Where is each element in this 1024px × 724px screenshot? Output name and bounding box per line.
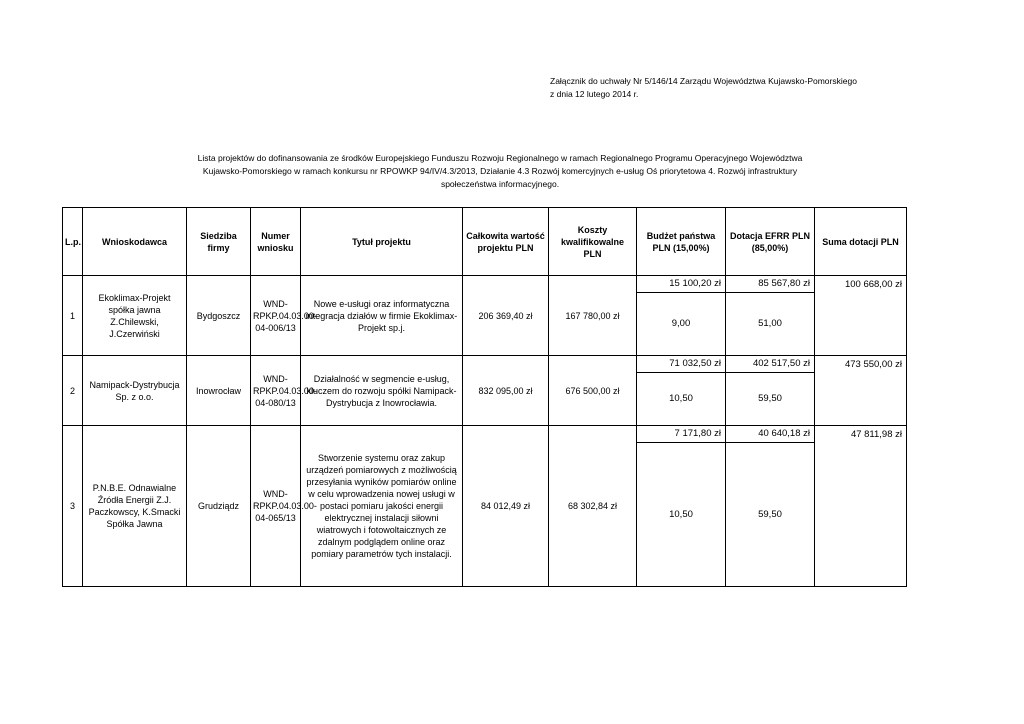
annex-note [550,75,857,101]
intro-line3: społeczeństwa informacyjnego. [440,179,560,189]
intro-line2: Kujawsko-Pomorskiego w ramach konkursu nr RPOWKP 94/IV/4.3/2013, Działanie 4.3 Rozwój komercyjnych e-usług Oś priorytetowa 4. Rozwój infrastruktury [202,166,798,176]
header-total: Całkowita wartość projektu PLN [463,208,549,276]
cell-seat: Inowrocław [187,356,251,426]
cell-efrr-pct: 59,50 [726,373,815,426]
cell-seat: Grudziądz [187,426,251,587]
header-number: Numer wniosku [251,208,301,276]
table-row [63,356,907,373]
cell-budget-amount: 71 032,50 zł [637,356,726,373]
cell-seat: Bydgoszcz [187,276,251,356]
header-sum: Suma dotacji PLN [815,208,907,276]
cell-applicant: P.N.B.E. Odnawialne Źródła Energii Z.J. Paczkowscy, K.Smacki Spółka Jawna [83,426,187,587]
cell-sum: 47 811,98 zł [815,426,907,587]
cell-title: Działalność w segmencie e-usług, kluczem do rozwoju spółki Namipack-Dystrybucja z Inowrocławia. [301,356,463,426]
projects-table [62,207,907,587]
header-seat: Siedziba firmy [187,208,251,276]
header-applicant: Wnioskodawca [83,208,187,276]
document-intro [190,152,810,191]
header-budget: Budżet państwa PLN (15,00%) [637,208,726,276]
intro-line1: Lista projektów do dofinansowania ze środków Europejskiego Funduszu Rozwoju Regionalnego w ramach Regionalnego Programu Operacyjnego Województwa [197,153,803,163]
cell-lp: 2 [63,356,83,426]
cell-total: 832 095,00 zł [463,356,549,426]
cell-lp: 3 [63,426,83,587]
header-lp: L.p. [63,208,83,276]
cell-eligible: 68 302,84 zł [549,426,637,587]
cell-applicant: Ekoklimax-Projekt spółka jawna Z.Chilewski, J.Czerwiński [83,276,187,356]
cell-applicant: Namipack-Dystrybucja Sp. z o.o. [83,356,187,426]
cell-total: 84 012,49 zł [463,426,549,587]
table-row [63,276,907,293]
cell-eligible: 676 500,00 zł [549,356,637,426]
cell-number: WND-RPKP.04.03.00-04-080/13 [251,356,301,426]
cell-number: WND-RPKP.04.03.00-04-065/13 [251,426,301,587]
header-eligible: Koszty kwalifikowalne PLN [549,208,637,276]
cell-budget-pct: 10,50 [637,443,726,587]
cell-sum: 473 550,00 zł [815,356,907,426]
cell-efrr-amount: 40 640,18 zł [726,426,815,443]
header-efrr: Dotacja EFRR PLN (85,00%) [726,208,815,276]
cell-sum: 100 668,00 zł [815,276,907,356]
cell-efrr-amount: 402 517,50 zł [726,356,815,373]
cell-number: WND-RPKP.04.03.00-04-006/13 [251,276,301,356]
table-header-row [63,208,907,276]
cell-budget-amount: 15 100,20 zł [637,276,726,293]
cell-budget-pct: 9,00 [637,293,726,356]
cell-budget-pct: 10,50 [637,373,726,426]
cell-eligible: 167 780,00 zł [549,276,637,356]
cell-efrr-amount: 85 567,80 zł [726,276,815,293]
annex-note-line1: Załącznik do uchwały Nr 5/146/14 Zarządu Województwa Kujawsko-Pomorskiego [550,76,857,86]
cell-total: 206 369,40 zł [463,276,549,356]
cell-title: Stworzenie systemu oraz zakup urządzeń pomiarowych z możliwością przesyłania wyników pomiarów online w celu wprowadzenia nowej usługi w postaci pomiaru jakości energii elektrycznej instalacji siłowni wiatrowych i fotowoltaicznych ze zdalnym podglądem online oraz pomiary parametrów tych instalacji. [301,426,463,587]
cell-lp: 1 [63,276,83,356]
header-title: Tytuł projektu [301,208,463,276]
cell-title: Nowe e-usługi oraz informatyczna integracja działów w firmie Ekoklimax-Projekt sp.j. [301,276,463,356]
cell-budget-amount: 7 171,80 zł [637,426,726,443]
annex-note-line2: z dnia 12 lutego 2014 r. [550,89,639,99]
table-row [63,426,907,443]
cell-efrr-pct: 59,50 [726,443,815,587]
cell-efrr-pct: 51,00 [726,293,815,356]
